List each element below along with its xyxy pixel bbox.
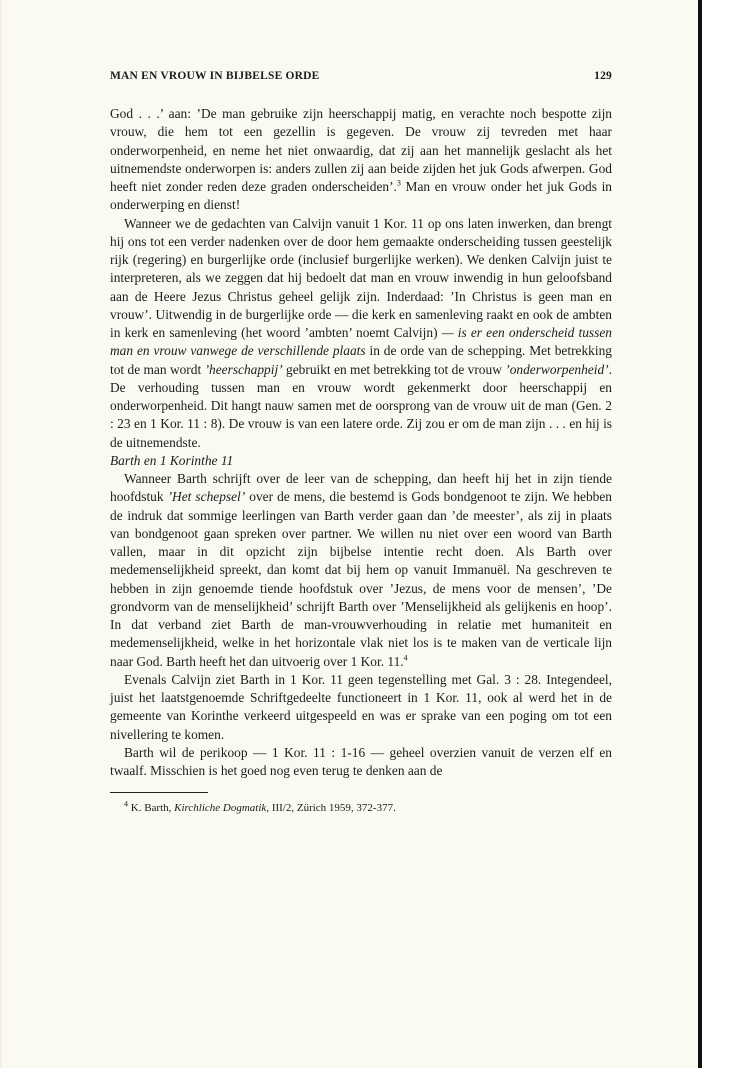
scan-right-margin — [698, 0, 738, 1068]
page-number: 129 — [594, 70, 612, 82]
paragraph-5: Barth wil de perikoop — 1 Kor. 11 : 1-16 — geheel overzien vanuit de verzen elf en twaalf. Misschien is het goed nog even terug te denken aan de — [110, 744, 612, 778]
running-title: MAN EN VROUW IN BIJBELSE ORDE — [110, 70, 320, 82]
paragraph-1: God . . .’ aan: ’De man gebruike zijn heerschappij matig, en verachte noch bespotte zijn vrouw, die hem tot een gezellin is gegeven. De vrouw zij tevreden met haar onderworpenheid, en neme het niet onwaardig, dat zij aan het mannelijk geslacht als het uitnemendste onderworpen is: anders zullen zij aan beide zijden het juk Gods afwerpen. God heeft niet zonder reden deze graden onderscheiden’.$^3$ Man en vrouw onder het juk Gods in onderwerping en dienst! — [110, 106, 613, 213]
scan-right-edge-bar — [698, 0, 702, 1068]
footnote-4: $^4$ K. Barth, Kirchliche Dogmatik, III/2, Zürich 1959, 372-377. — [124, 799, 396, 815]
term-onderworpenheid: ’onderworpenheid’ — [505, 361, 609, 377]
title-het-schepsel: ’Het schepsel’ — [167, 489, 246, 505]
emphasis-onderscheid: — is er een onderscheid tussen man en vrouw vanwege de verschillende plaats — [110, 325, 612, 359]
book-page — [110, 70, 612, 815]
term-heerschappij: ’heerschappij’ — [204, 361, 283, 377]
paragraph-2: Wanneer we de gedachten van Calvijn vanuit 1 Kor. 11 op ons laten inwerken, dan brengt hij ons tot een verder nadenken over de door hem gemaakte onderscheiding tussen geestelijk rijk (regering) en burgerlijke orde (inclusief burgerlijke werken). We denken Calvijn juist te interpreteren, als we zeggen dat hij bedoelt dat man en vrouw inwendig in hun geloofsband aan de Heere Jezus Christus geheel gelijk zijn. Inderdaad: ’In Christus is geen man en vrouw’. Uitwendig in de burgerlijke orde — die kerk en samenleving raakt en ook de ambten in kerk en samenleving (het woord ’ambten’ noemt Calvijn) — is er een onderscheid tussen man en vrouw vanwege de verschillende plaats in de orde van de schepping. Met betrekking tot de man wordt ’heerschappij’ gebruikt en met betrekking tot de vrouw ’onderworpenheid’. De verhouding tussen man en vrouw wordt gekenmerkt door heerschappij en onderworpenheid. Dit hangt nauw samen met de oorsprong van de vrouw uit de man (Gen. 2 : 23 en 1 Kor. 11 : 8). De vrouw is van een latere orde. Zij zou er om de man zijn . . . en hij is de uitnemendste. — [110, 215, 612, 450]
scan-left-edge — [0, 0, 2, 1068]
body-text — [110, 105, 612, 780]
footnote-title: Kirchliche Dogmatik — [174, 802, 267, 815]
paragraph-3: Wanneer Barth schrijft over de leer van de schepping, dan heeft hij het in zijn tiende hoofdstuk ’Het schepsel’ over de mens, die bestemd is Gods bondgenoot te zijn. We hebben de indruk dat sommige leerlingen van Barth verder gaan dan ’de meester’, als zij in plaats van bondgenoot gaan spreken over partner. We willen nu niet over een woord van Barth vallen, maar in dit opzicht zijn bijbelse intentie recht doen. Als Barth over medemenselijkheid spreekt, dan komt dat bij hem op vanuit Immanuël. Na geschreven te hebben in zijn genoemde tiende hoofdstuk over ’Jezus, de mens voor de mensen’, ’De grondvorm van de menselijkheid’ schrijft Barth over ’Menselijkheid als gelijkenis en hoop’. In dat verband ziet Barth de man-vrouwverhouding in relatie met humaniteit en medemenselijkheid, welke in het horizontale vlak niet los is te maken van de verticale lijn naar God. Barth heeft het dan uitvoerig over 1 Kor. 11.$^4$ — [110, 471, 612, 669]
footnote-ref-4: 4 — [403, 653, 408, 663]
footnote-rule — [110, 792, 208, 793]
paragraph-4: Evenals Calvijn ziet Barth in 1 Kor. 11 geen tegenstelling met Gal. 3 : 28. Integendeel, juist het laatstgenoemde Schriftgedeelte functioneert in 1 Kor. 11, ook al werd het in de gemeente van Korinthe verkeerd uitgespeeld en was er sprake van een poging om tot een nivellering te komen. — [110, 671, 612, 742]
running-header — [110, 70, 612, 92]
footnote-marker: 4 — [124, 799, 128, 809]
footnote-ref-3: 3 — [396, 178, 401, 188]
section-heading: Barth en 1 Korinthe 11 — [110, 452, 234, 468]
